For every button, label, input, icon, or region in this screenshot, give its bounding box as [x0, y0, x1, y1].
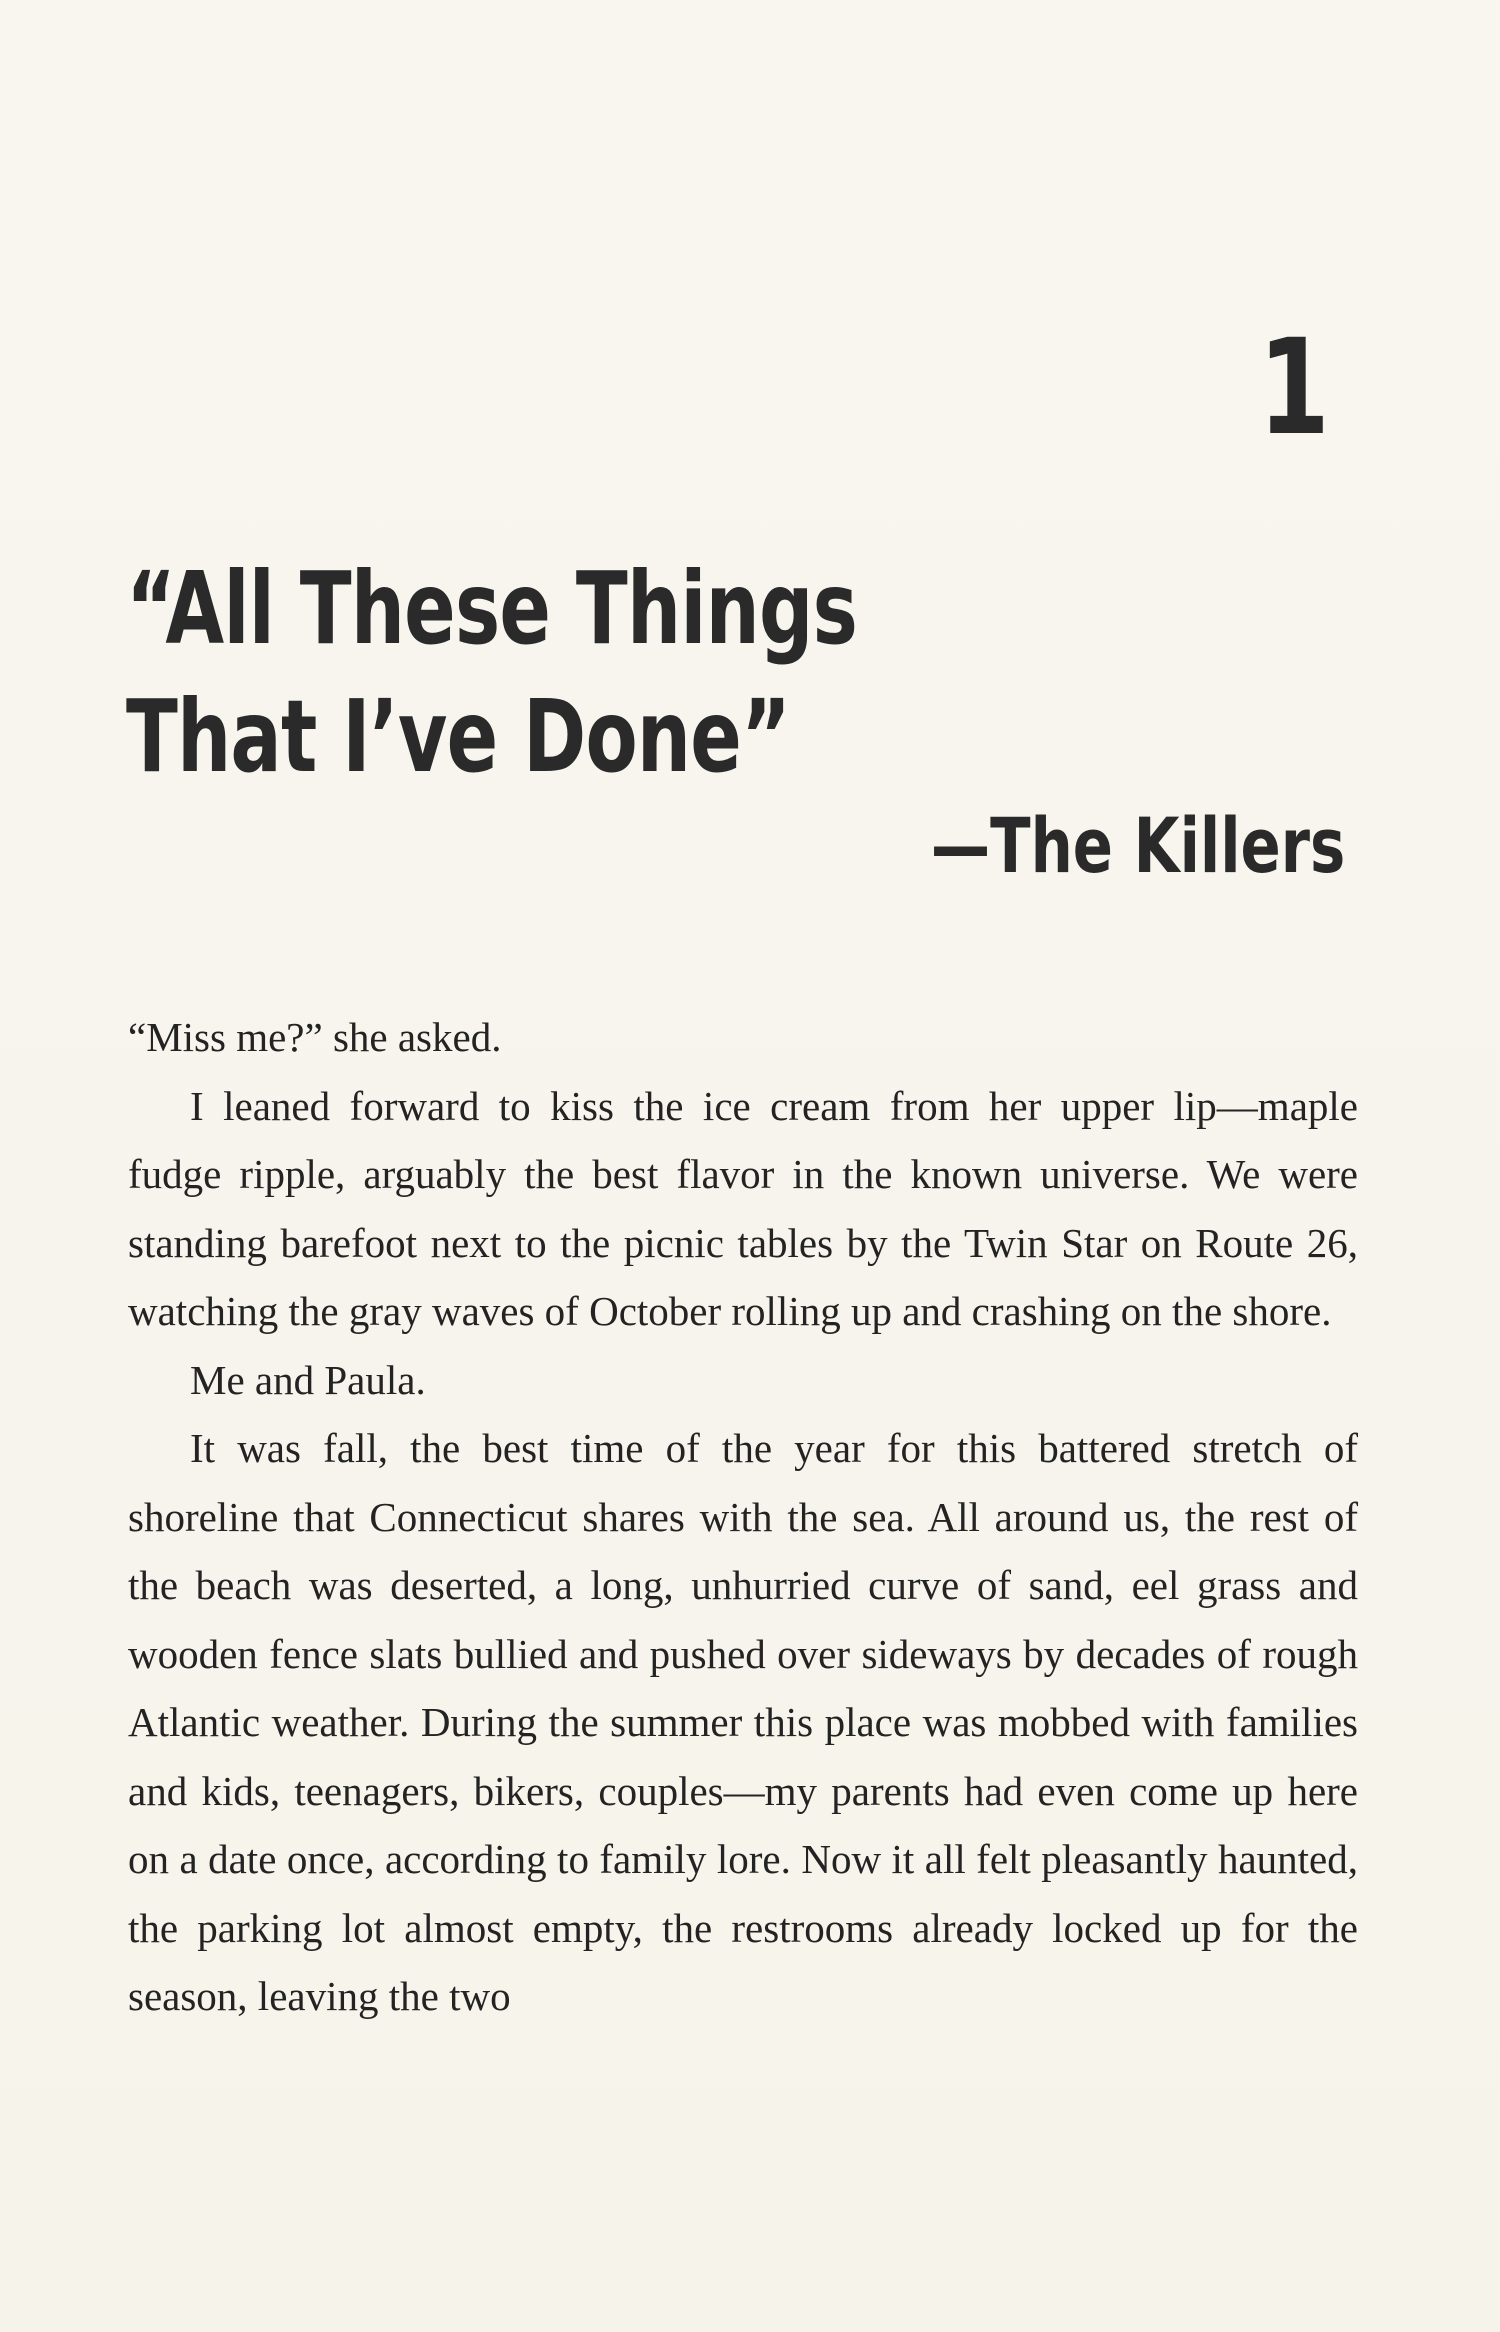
- body-text: [128, 1003, 1358, 2031]
- chapter-title: “All These Things That I’ve Done”: [126, 550, 858, 795]
- paragraph: I leaned forward to kiss the ice cream from her upper lip—maple fudge ripple, arguably the best flavor in the known universe. We were standing barefoot next to the picnic tables by the Twin Star on Route 26, watching the gray waves of October rolling up and crashing on the shore.: [128, 1082, 1358, 1334]
- paragraph: It was fall, the best time of the year for this battered stretch of shoreline that Connecticut shares with the sea. All around us, the rest of the beach was deserted, a long, unhurried curve of sand, eel grass and wooden fence slats bullied and pushed over sideways by decades of rough Atlantic weather. During the summer this place was mobbed with families and kids, teenagers, bikers, couples—my parents had even come up here on a date once, according to family lore. Now it all felt pleasantly haunted, the parking lot almost empty, the restrooms already locked up for the season, leaving the two: [128, 1425, 1358, 2019]
- chapter-number: 1: [1258, 311, 1330, 465]
- paragraph: “Miss me?” she asked.: [128, 1014, 502, 1060]
- chapter-attribution: —The Killers: [930, 801, 1345, 890]
- paragraph: Me and Paula.: [190, 1356, 426, 1403]
